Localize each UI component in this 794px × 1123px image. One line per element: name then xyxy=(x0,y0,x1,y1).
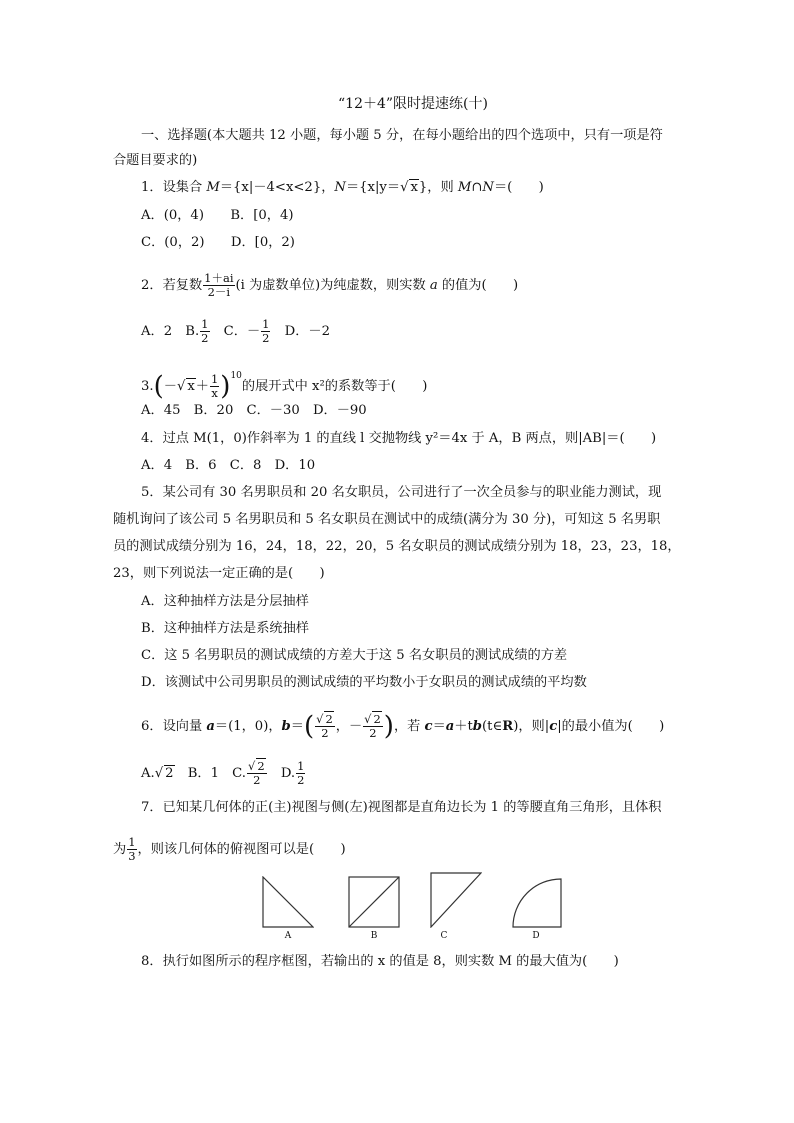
question-6-options: A.√ 2 B．1 C. $\frac{√ 2}{2}$ D. $\frac{1}{2}$ xyxy=(141,759,305,787)
figure-b-label: B xyxy=(370,931,378,941)
question-2-options: A．2 B. $\frac{1}{2}$ C．－ $\frac{1}{2}$ D．－2 xyxy=(141,317,331,345)
question-1-options-ab: A．(0，4) B．[0，4) xyxy=(141,208,294,223)
question-5-line3: 员的测试成绩分别为 16，24，18，22，20，5 名女职员的测试成绩分别为 18，23，23，18， xyxy=(113,539,681,554)
question-3-stem: 3.(－√ x＋ $\frac{1}{x}$ )$^{10}$的展开式中 x²的系数等于( ) xyxy=(141,371,428,402)
figure-a-triangle xyxy=(262,876,314,928)
page-title: “12＋4”限时提速练(十) xyxy=(338,96,488,112)
question-4-stem: 4．过点 M(1，0)作斜率为 1 的直线 l 交抛物线 y²＝4x 于 A，B 两点，则|AB|＝( ) xyxy=(141,431,657,446)
question-7-line2: 为 $\frac{1}{3}$ ，则该几何体的俯视图可以是( ) xyxy=(113,835,346,863)
question-8-stem: 8．执行如图所示的程序框图，若输出的 x 的值是 8，则实数 M 的最大值为( ) xyxy=(141,954,619,969)
section-intro-line2: 合题目要求的) xyxy=(113,153,198,168)
fraction: $\frac{1+ai}{2-i}$ xyxy=(204,271,234,299)
question-5-option-a: A．这种抽样方法是分层抽样 xyxy=(141,594,309,609)
figure-d-quarter-circle xyxy=(512,878,562,928)
question-5-line4: 23，则下列说法一定正确的是( ) xyxy=(113,566,325,581)
question-5-option-b: B．这种抽样方法是系统抽样 xyxy=(141,621,309,636)
question-5-line1: 5．某公司有 30 名男职员和 20 名女职员，公司进行了一次全员参与的职业能力测试，现 xyxy=(141,485,662,500)
question-3-options: A．45 B．20 C．－30 D．－90 xyxy=(141,403,367,418)
question-2-stem: 2．若复数 $\frac{1+ai}{2-i}$ (i 为虚数单位)为纯虚数，则实数 a 的值为( ) xyxy=(141,271,519,299)
question-1-stem: 1．设集合 M＝{x|－4<x<2}，N＝{x|y＝√ x}，则 M∩N＝( ) xyxy=(141,180,544,195)
figure-c-triangle xyxy=(430,872,482,928)
figure-b-square-with-diagonal xyxy=(348,876,400,928)
question-4-options: A．4 B．6 C．8 D．10 xyxy=(141,458,316,473)
figure-c-label: C xyxy=(440,931,448,941)
question-7-line1: 7．已知某几何体的正(主)视图与侧(左)视图都是直角边长为 1 的等腰直角三角形，且体积 xyxy=(141,800,662,815)
figure-a-label: A xyxy=(284,931,292,941)
question-5-option-c: C．这 5 名男职员的测试成绩的方差大于这 5 名女职员的测试成绩的方差 xyxy=(141,648,568,663)
question-5-option-d: D．该测试中公司男职员的测试成绩的平均数小于女职员的测试成绩的平均数 xyxy=(141,675,587,690)
question-5-line2: 随机询问了该公司 5 名男职员和 5 名女职员在测试中的成绩(满分为 30 分)，可知这 5 名男职 xyxy=(113,512,661,527)
question-1-options-cd: C．(0，2) D．[0，2) xyxy=(141,235,295,250)
figure-d-label: D xyxy=(532,931,540,941)
section-intro-line1: 一、选择题(本大题共 12 小题，每小题 5 分，在每小题给出的四个选项中，只有一项是符 xyxy=(141,128,663,143)
question-6-stem: 6．设向量 a＝(1，0)，b＝( $\frac{√ 2}{2}$ ，－ $\frac{√ 2}{2}$ )，若 c＝a＋tb(t∈R)，则|c|的最小值为( ) xyxy=(141,711,665,742)
